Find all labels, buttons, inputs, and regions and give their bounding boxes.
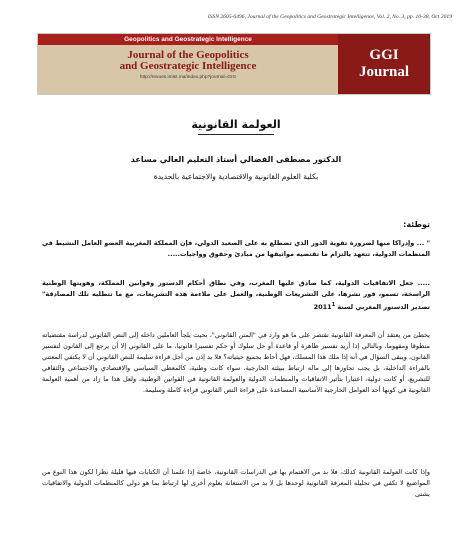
journal-name-line1: Journal of the Geopolitics — [127, 49, 249, 61]
quote-paragraph-2-text: ..... جعل الاتفاقيات الدولية، كما صادق عليها المغرب، وفي نطاق أحكام الدستور وقوانين المملكة، وهويتها الوطنية الراسخة، تسمو، فور نشرها، على التشريعات الوطنية، والعمل على ملاءمة هذه التشريعات، مع ما تتطلبه تلك المصادقة" تصدير الدستور المغربي لسنة 2011 — [42, 279, 430, 312]
journal-url[interactable]: http://revues.imist.ma/index.php?journal=GIG — [139, 75, 237, 80]
footnote-mark[interactable]: 1 — [331, 302, 336, 308]
quote-paragraph-2 — [42, 278, 430, 323]
author-line: الدكتور مصطفى الفضالي أستاذ التعليم العالي مساعد — [130, 155, 342, 164]
logo-line2: Journal — [358, 64, 409, 80]
journal-name — [120, 50, 257, 72]
quote-paragraph-1: " ... وإدراكا منها لضرورة تقوية الدور الذي تضطلع به على الصعيد الدولي، فإن المملكة المغربية العضو العامل النشيط في المنظمات الدولية، تتعهد بالتزام ما تقتضيه مواثيقها من مبادئ وحقوق وواجبات..... — [42, 239, 430, 258]
article-title: العولمة القانونية — [191, 118, 281, 131]
journal-banner — [38, 34, 430, 94]
body-paragraph-2: وإذا كانت العولمة القانونية كذلك، فلا بد من الاهتمام بها في الدراسات القانونية، خاصة إذا علمنا أن الكتابات فيها قليلة نظرا لكون هذا النوع من المواضيع لا تكفي في تحليله المعرفة القانونية لوحدها بل لا بد من الاستعانة بعلوم أخرى لها ارتباط بما هو دولي كالمنظمات الدولية والاتفاقيات بشتى — [42, 468, 430, 498]
banner-topline: Geopolitics and Geostrategic Intelligence — [38, 34, 338, 45]
body-paragraph-1: يخطئ من يعتقد أن المعرفة القانونية تقتصر على ما هو وارد في "المتن القانوني"، بحيث يلجأ العاملين داخله إلى النص القانوني لدراسة مقتضياته منطوقا ومفهوما، وبالتالي إذا أريد تفسير ظاهرة أو قاعدة أو حل سلوك أو حكم تفسيرا قانونيا، ما على القانوني إلا أن يرجع إلى القانون لتفسير القانون، ويبقى السؤال في أنه إذا ملك هذا المسلك، فهل أحاط بجميع حيثياته؟ فلا بد إذن من أجل قراءة سليمة للنص القانوني أن لا يكتفي المعتني بالقراءة الداخلية، بل يجب تجاوزها إلى ماله ارتباط ببيئته الخارجية، سواء كانت وطنية، كالمعطى السياسي والاقتصادي والاجتماعي والثقافي للتشريع، أو كانت دولية، اعتبارا بتأثير الاتفاقيات والمنظمات الدولية والعولمة القانونية في القوانين الوطنية، ولعل هذا ما زاد من أهمية العولمة القانونية في كونها أحد العوامل الخارجية الأساسية المساعدة على قراءة النص القانوني قراءة كاملة وسليمة. — [42, 331, 430, 394]
title-underline — [198, 134, 274, 135]
banner-title-panel — [38, 34, 338, 94]
issn-header-line: ISSN 2605-6496, Journal of the Geopolitics and Geostrategic Intelligence, Vol. 2, No. 3, pp. 10-38, Oct 2019 — [207, 14, 452, 20]
journal-logo — [338, 34, 430, 94]
logo-line1: GGI — [369, 47, 399, 63]
journal-name-line2: and Geostrategic Intelligence — [119, 60, 257, 72]
affiliation-line: بكلية العلوم القانونية والاقتصادية والاجتماعية بالجديدة — [153, 172, 319, 181]
intro-heading: توطئة: — [403, 220, 430, 229]
